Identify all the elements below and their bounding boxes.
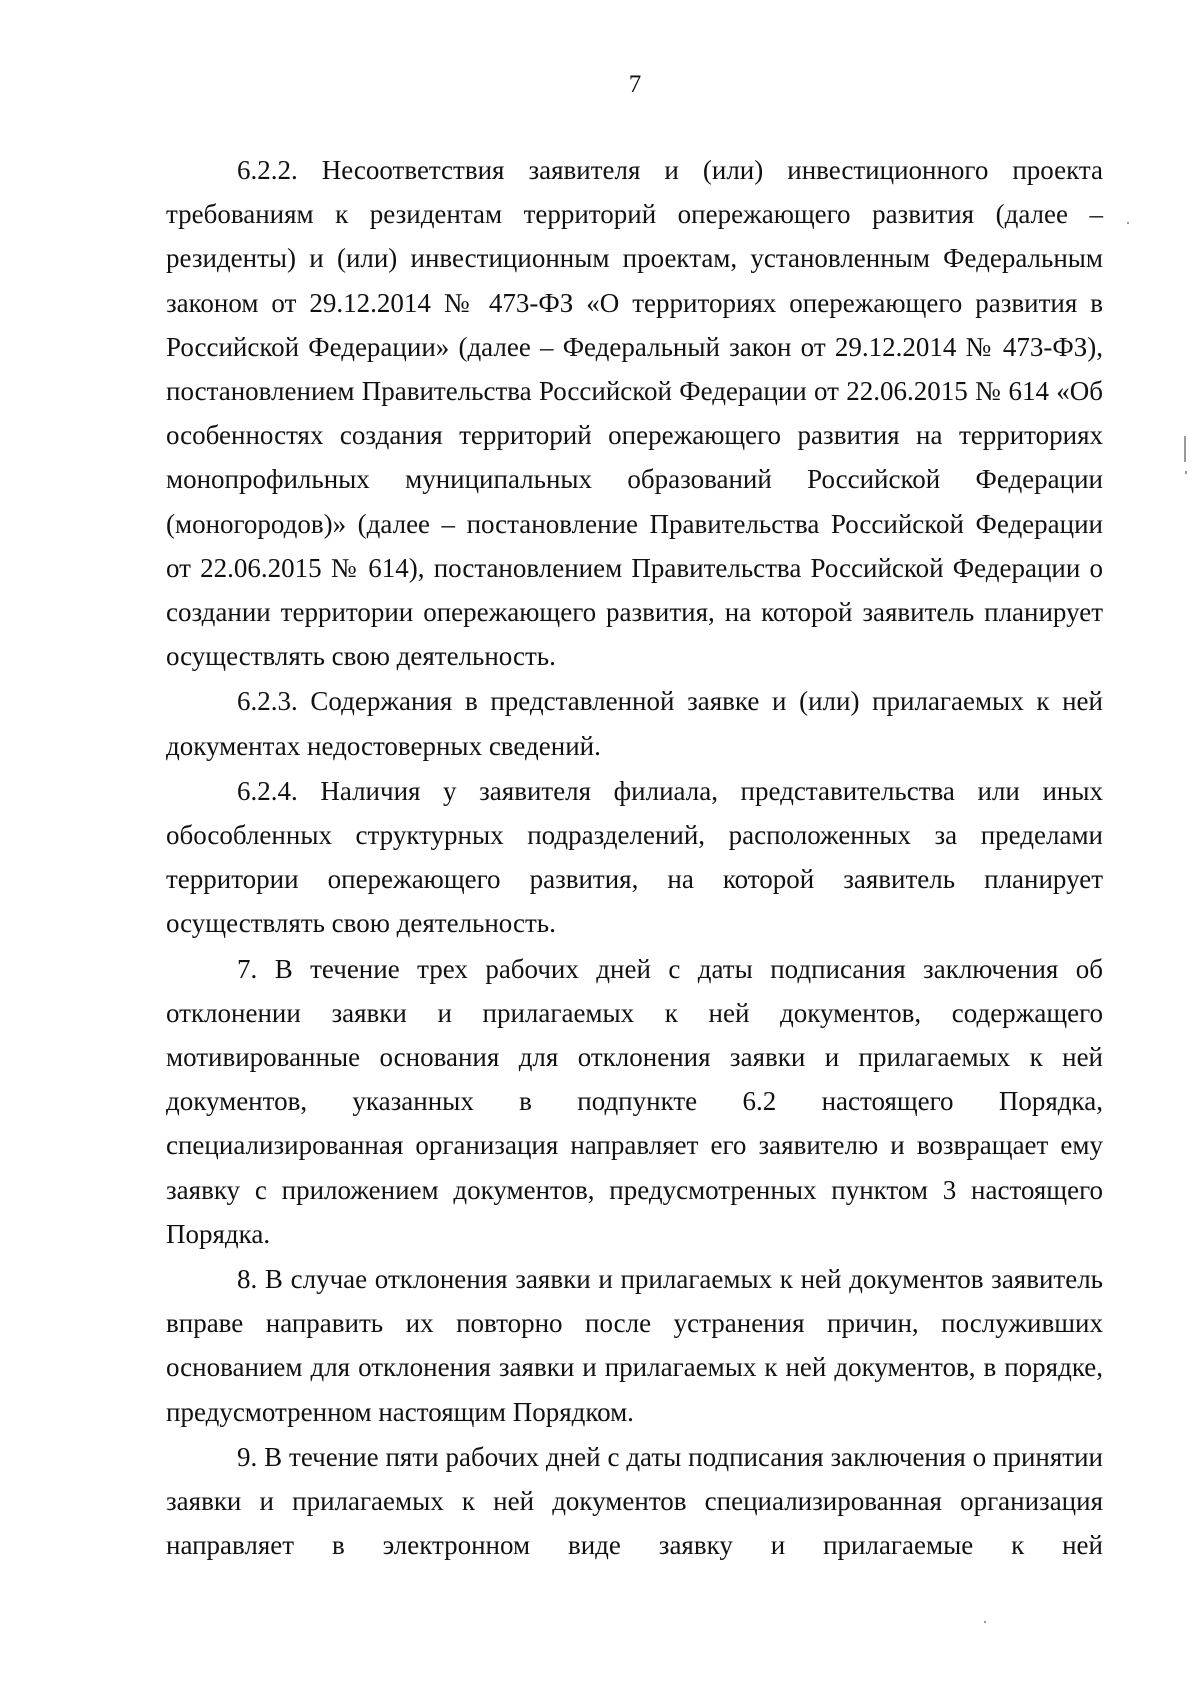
paragraph-8: 8. В случае отклонения заявки и прилагаемых к ней документов заявитель вправе направить их повторно после устранения причин, послуживших основанием для отклонения заявки и прилагаемых к ней документов, в порядке, предусмотренном настоящим Порядком. bbox=[166, 1264, 1103, 1427]
paragraph-7: 7. В течение трех рабочих дней с даты подписания заключения об отклонении заявки и прилагаемых к ней документов, содержащего мотивированные основания для отклонения заявки и прилагаемых к ней документов, указанных в подпункте 6.2 настоящего Порядка, специализированная организация направляет его заявителю и возвращает ему заявку с приложением документов, предусмотренных пунктом 3 настоящего Порядка. bbox=[166, 953, 1103, 1249]
scan-mark bbox=[1127, 222, 1129, 224]
document-body bbox=[166, 148, 1103, 1569]
paragraph-6-2-3: 6.2.3. Содержания в представленной заявке и (или) прилагаемых к ней документах недостоверных сведений. bbox=[166, 686, 1103, 761]
paragraph-6-2-2: 6.2.2. Несоответствия заявителя и (или) инвестиционного проекта требованиям к резидентам территорий опережающего развития (далее – резиденты) и (или) инвестиционным проектам, установленным Федеральным законом от 29.12.2014 № 473-ФЗ «О территориях опережающего развития в Российской Федерации» (далее – Федеральный закон от 29.12.2014 № 473-ФЗ), постановлением Правительства Российской Федерации от 22.06.2015 № 614 «Об особенностях создания территорий опережающего развития на территориях монопрофильных муниципальных образований Российской Федерации (моногородов)» (далее – постановление Правительства Российской Федерации от 22.06.2015 № 614), постановлением Правительства Российской Федерации о создании территории опережающего развития, на которой заявитель планирует осуществлять свою деятельность. bbox=[166, 155, 1103, 672]
page-number: 7 bbox=[628, 71, 642, 98]
paragraph-9: 9. В течение пяти рабочих дней с даты подписания заключения о принятии заявки и прилагаемых к ней документов специализированная организация направляет в электронном виде заявку и прилагаемые к ней bbox=[166, 1441, 1103, 1561]
paragraph-6-2-4: 6.2.4. Наличия у заявителя филиала, представительства или иных обособленных структурных подразделений, расположенных за пределами территории опережающего развития, на которой заявитель планирует осуществлять свою деятельность. bbox=[166, 775, 1103, 939]
scan-mark bbox=[1184, 436, 1186, 462]
scan-mark bbox=[984, 1621, 986, 1623]
scan-mark bbox=[1185, 471, 1187, 474]
